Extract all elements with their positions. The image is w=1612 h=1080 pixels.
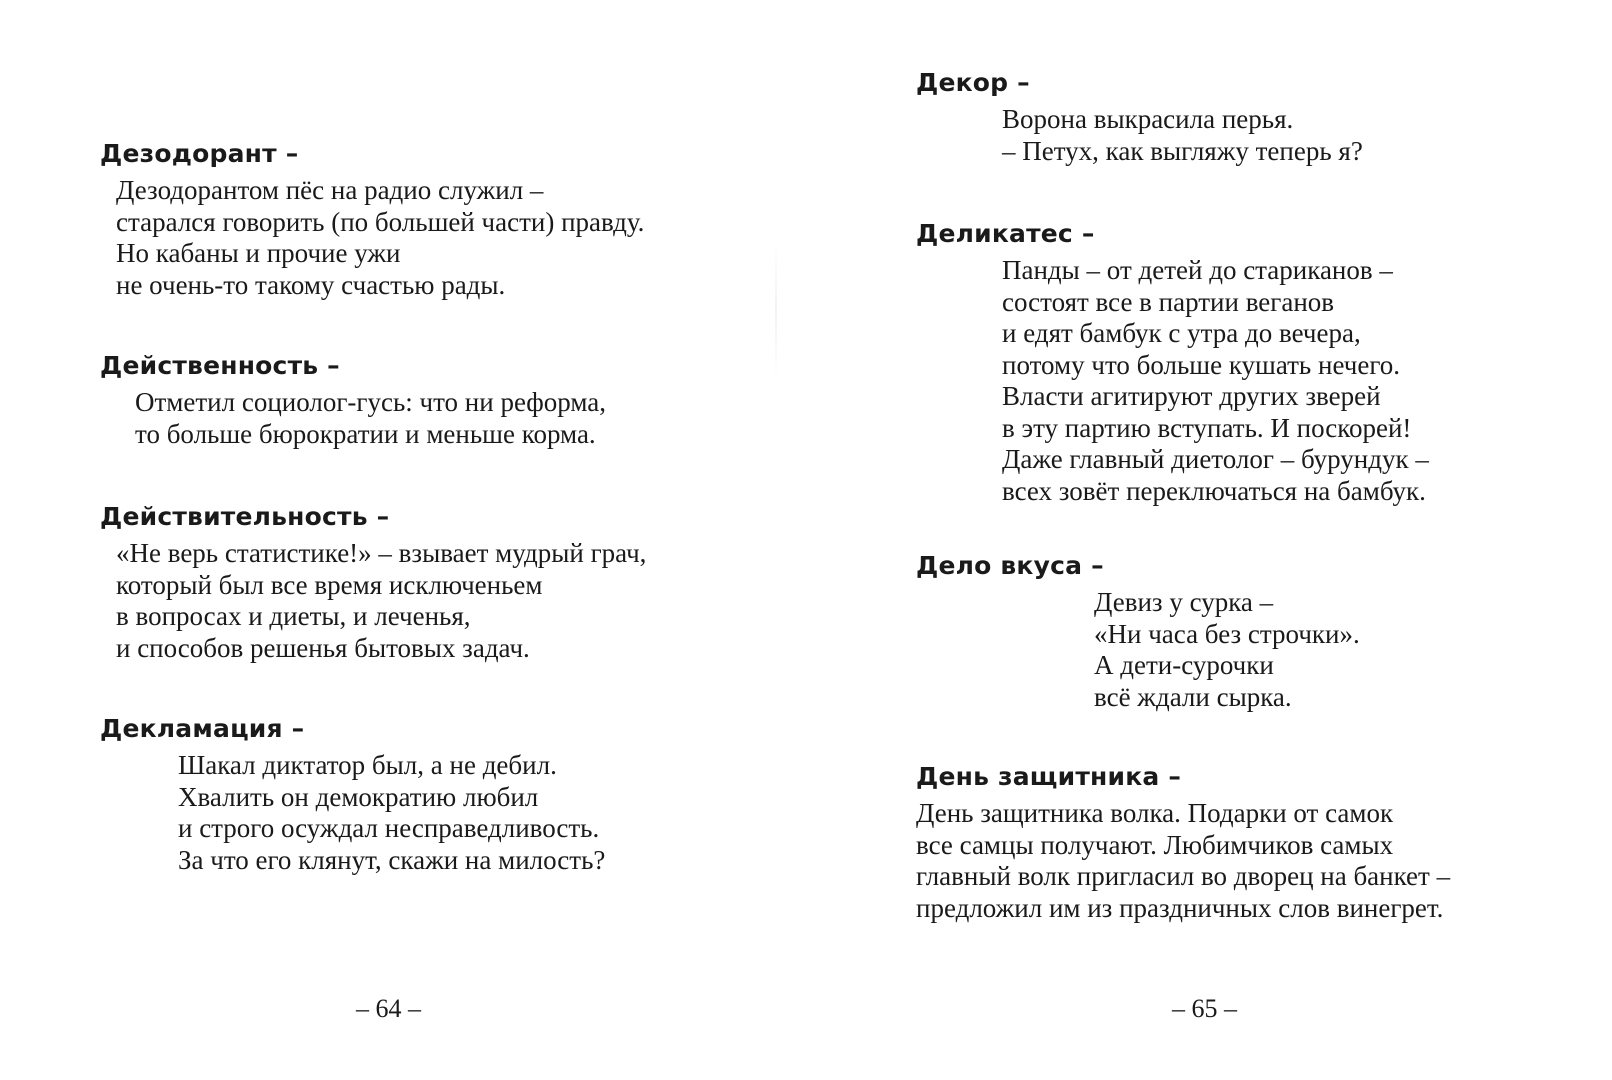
verse-line: все самцы получают. Любимчиков самых	[916, 829, 1394, 860]
entry-term: Декламация –	[100, 714, 305, 743]
verse-line: старался говорить (по большей части) правду.	[116, 206, 645, 237]
entry-delikates	[916, 219, 1429, 507]
verse-line: Хвалить он демократию любил	[178, 781, 539, 812]
entry-term: Дело вкуса –	[916, 551, 1104, 580]
verse-line: Панды – от детей до стариканов –	[1002, 255, 1393, 285]
verse-line: не очень-то такому счастью рады.	[116, 269, 506, 300]
page-gutter	[775, 240, 777, 380]
page-number: – 65 –	[1172, 994, 1237, 1023]
entry-verse	[1002, 104, 1363, 167]
entry-term: Действенность –	[100, 351, 340, 380]
verse-line: Даже главный диетолог – бурундук –	[1002, 444, 1429, 474]
entry-term: Дезодорант –	[100, 139, 299, 168]
entry-dekor	[916, 68, 1363, 167]
verse-line: Девиз у сурка –	[1094, 587, 1274, 617]
verse-line: Шакал диктатор был, а не дебил.	[178, 750, 557, 780]
entry-deklamatsiya	[100, 714, 605, 876]
page-number: – 64 –	[356, 994, 421, 1023]
entry-term: День защитника –	[916, 762, 1182, 791]
right-page	[806, 0, 1612, 1080]
entry-term: Деликатес –	[916, 219, 1095, 248]
verse-line: то больше бюрократии и меньше корма.	[135, 418, 596, 449]
entry-verse	[135, 387, 606, 450]
entry-verse	[116, 538, 646, 664]
verse-line: предложил им из праздничных слов винегрет.	[916, 892, 1444, 923]
verse-line: и строго осуждал несправедливость.	[178, 813, 600, 843]
verse-line: За что его клянут, скажи на милость?	[178, 844, 606, 875]
verse-line: Отметил социолог-гусь: что ни реформа,	[135, 387, 606, 417]
entry-term: Декор –	[916, 68, 1030, 97]
entry-verse	[916, 798, 1450, 924]
verse-line: всё ждали сырка.	[1094, 681, 1292, 712]
verse-line: в вопросах и диеты, и леченья,	[116, 601, 471, 631]
verse-line: и едят бамбук с утра до вечера,	[1002, 318, 1361, 348]
verse-line: А дети-сурочки	[1094, 650, 1274, 680]
entry-verse	[1002, 255, 1429, 507]
verse-line: Власти агитируют других зверей	[1002, 381, 1381, 411]
entry-verse	[178, 750, 605, 876]
verse-line: и способов решенья бытовых задач.	[116, 632, 530, 663]
verse-line: всех зовёт переключаться на бамбук.	[1002, 475, 1426, 506]
entry-term: Действительность –	[100, 502, 390, 531]
verse-line: «Ни часа без строчки».	[1094, 618, 1360, 649]
entry-deistvitelnost	[100, 502, 646, 664]
entry-dezodorant	[100, 139, 644, 301]
verse-line: в эту партию вступать. И поскорей!	[1002, 412, 1412, 443]
verse-line: состоят все в партии веганов	[1002, 286, 1335, 317]
verse-line: День защитника волка. Подарки от самок	[916, 798, 1394, 828]
entry-deistvennost	[100, 351, 606, 450]
verse-line: главный волк пригласил во дворец на банкет –	[916, 861, 1451, 891]
entry-den-zashchitnika	[916, 762, 1450, 924]
entry-verse	[1094, 587, 1360, 713]
entry-verse	[116, 175, 644, 301]
verse-line: который был все время исключеньем	[116, 569, 543, 600]
verse-line: «Не верь статистике!» – взывает мудрый грач,	[116, 538, 647, 568]
verse-line: Ворона выкрасила перья.	[1002, 104, 1294, 134]
verse-line: Но кабаны и прочие ужи	[116, 238, 401, 268]
verse-line: – Петух, как выгляжу теперь я?	[1002, 135, 1363, 166]
entry-delo-vkusa	[916, 551, 1360, 713]
verse-line: потому что больше кушать нечего.	[1002, 349, 1400, 380]
verse-line: Дезодорантом пёс на радио служил –	[116, 175, 544, 205]
